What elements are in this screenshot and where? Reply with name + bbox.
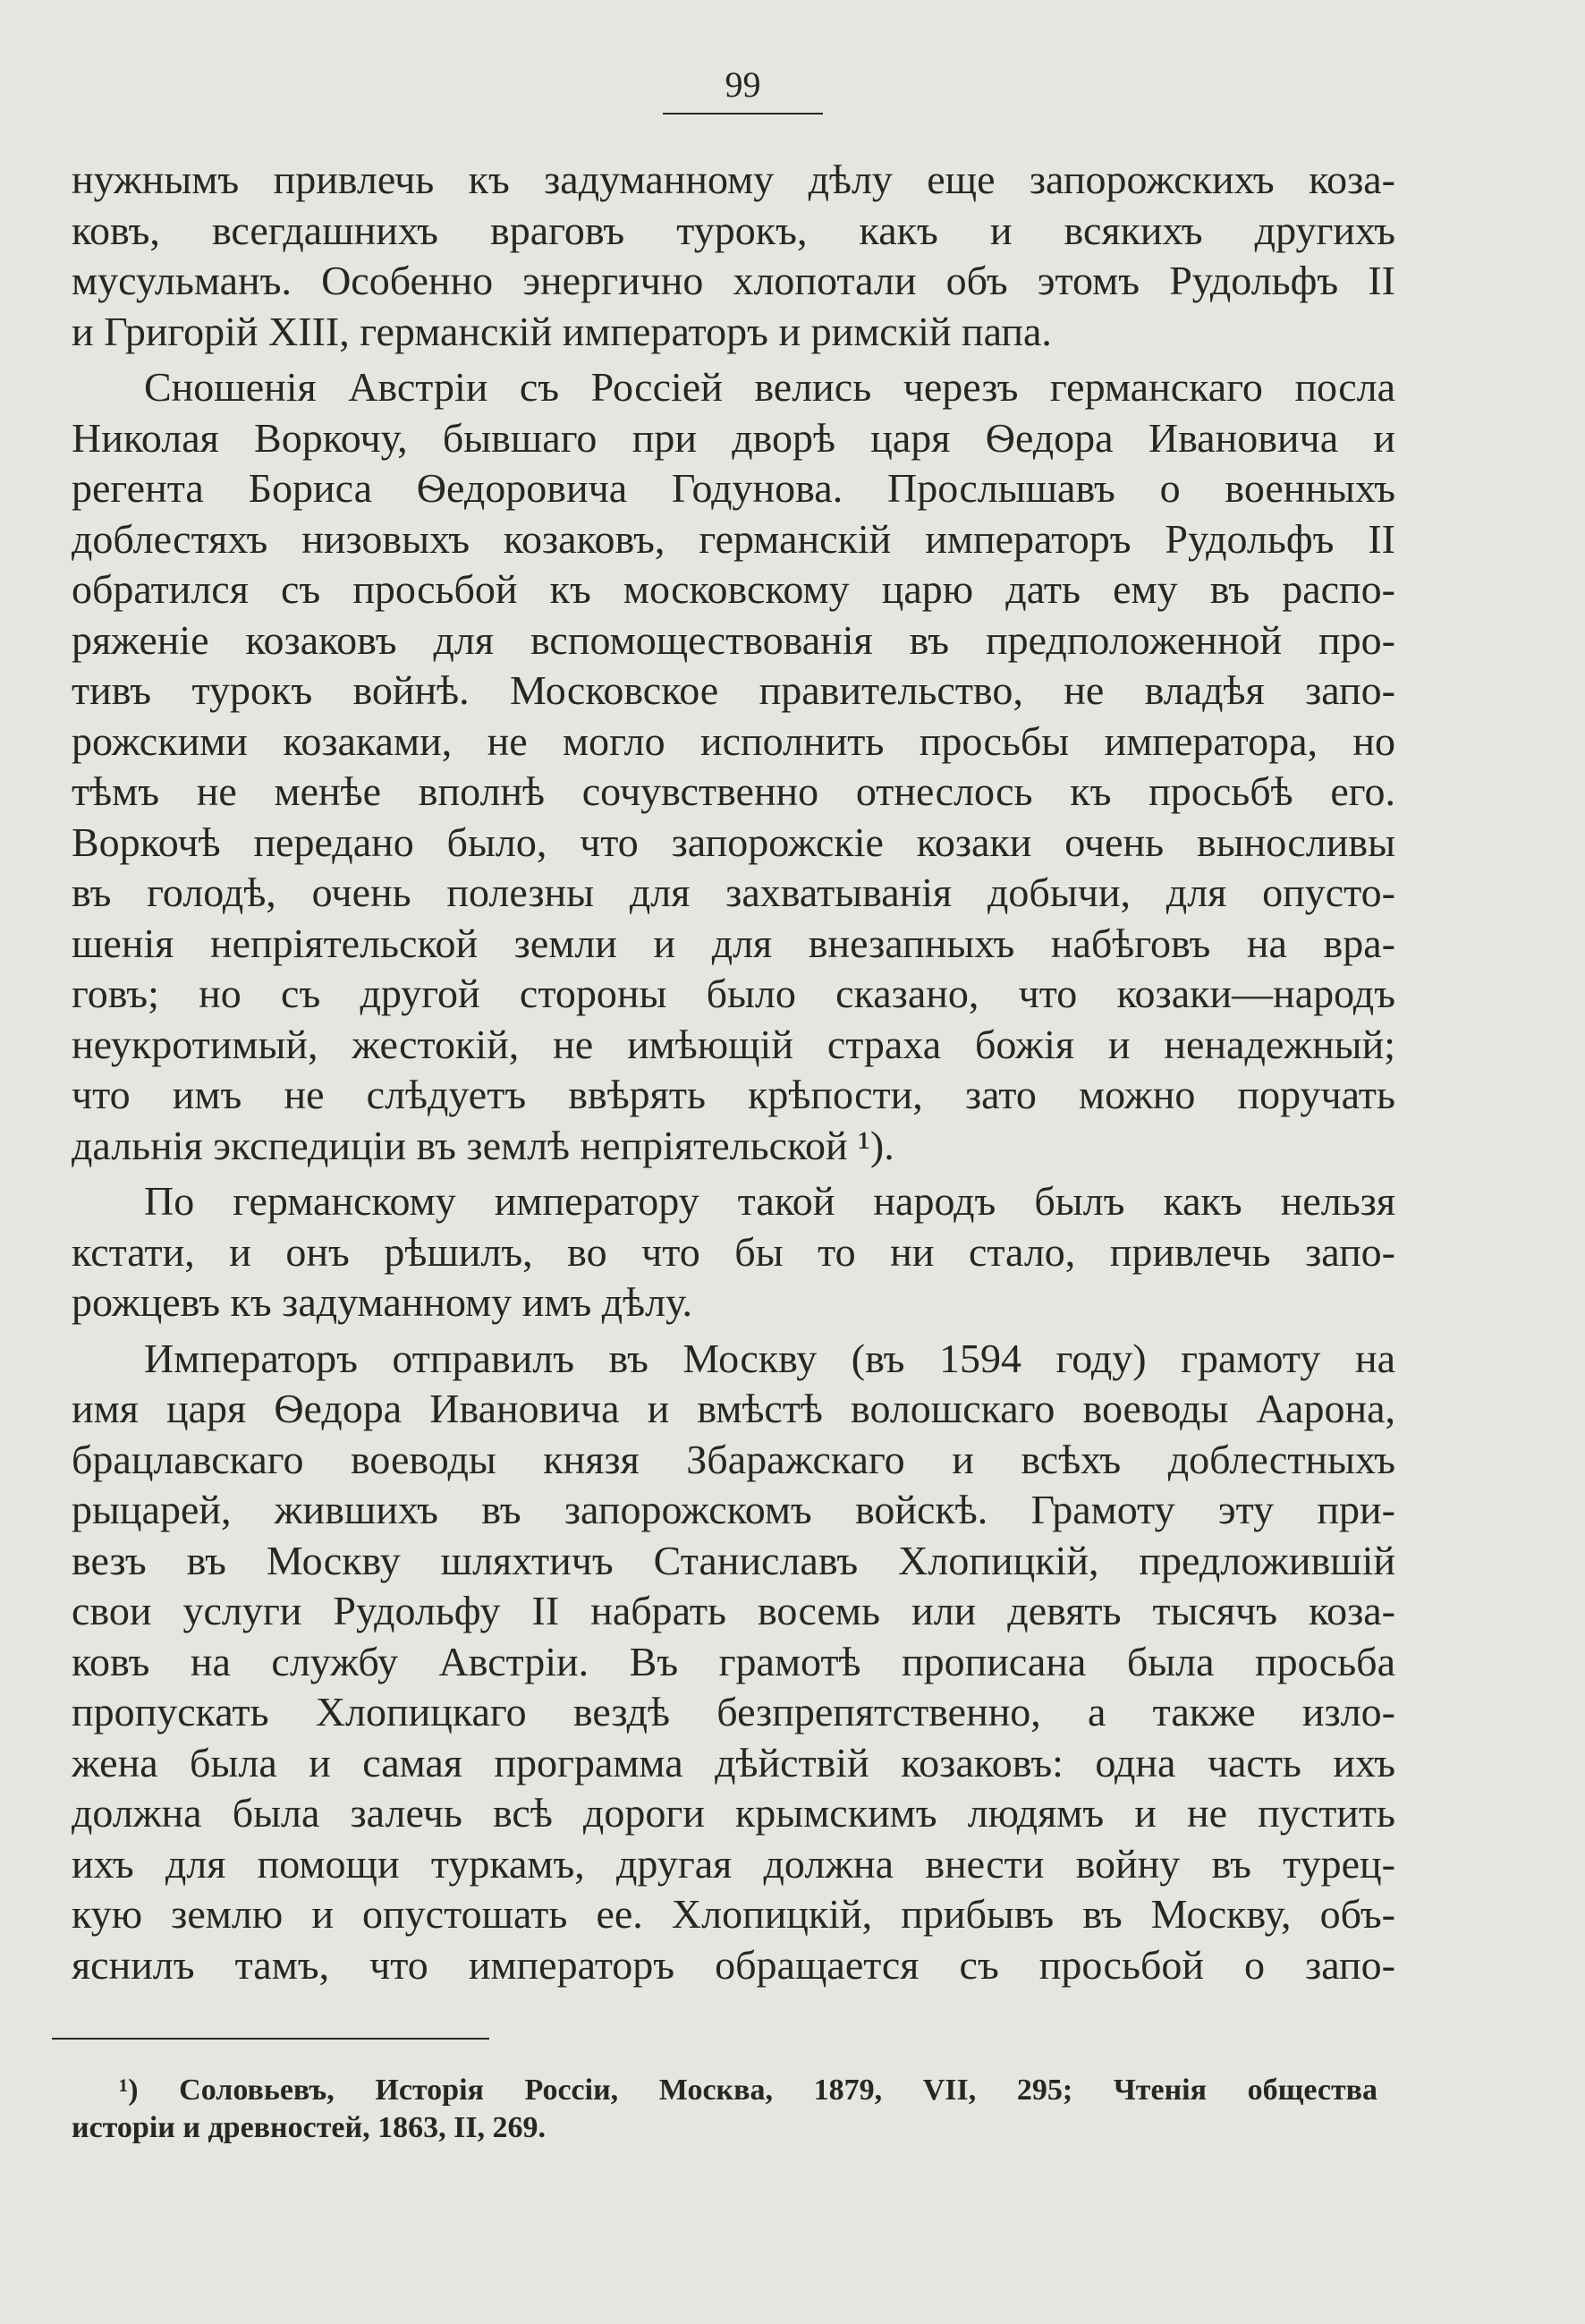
text-line: дальнія экспедиціи въ землѣ непріятельской ¹). [72, 1122, 894, 1168]
footnote [72, 2072, 1377, 2147]
text-line: жена была и самая программа дѣйствій козаковъ: одна часть ихъ [72, 1739, 1395, 1785]
text-line: кую землю и опустошать ее. Хлопицкій, прибывъ въ Москву, объ- [72, 1891, 1395, 1937]
text-line: ряженіе козаковъ для вспомоществованія въ предположенной про- [72, 616, 1395, 663]
text-line: доблестяхъ низовыхъ козаковъ, германскій императоръ Рудольфъ II [72, 515, 1395, 562]
text-line: рожскими козаками, не могло исполнить просьбы императора, но [72, 717, 1395, 764]
text-line: везъ въ Москву шляхтичъ Станиславъ Хлопицкій, предложившій [72, 1537, 1395, 1583]
text-line: рыцарей, жившихъ въ запорожскомъ войскѣ. Грамоту эту при- [72, 1487, 1395, 1532]
text-line: говъ; но съ другой стороны было сказано, что козаки—народъ [72, 971, 1395, 1016]
text-line: обратился съ просьбой къ московскому царю дать ему въ распо- [72, 566, 1395, 612]
paragraph [72, 362, 1395, 1171]
text-line: ковъ, всегдашнихъ враговъ турокъ, какъ и всякихъ другихъ [72, 207, 1395, 253]
text-line: свои услуги Рудольфу II набрать восемь или девять тысячъ коза- [72, 1588, 1395, 1633]
text-line: неукротимый, жестокій, не имѣющій страха божія и ненадежный; [72, 1021, 1395, 1067]
paragraph [72, 1334, 1395, 1991]
text-line: Сношенія Австріи съ Россіей велись черезъ германскаго посла [144, 364, 1395, 410]
text-line: нужнымъ привлечь къ задуманному дѣлу еще запорожскихъ коза- [72, 157, 1395, 202]
text-line: яснилъ тамъ, что императоръ обращается съ просьбой о запо- [72, 1941, 1395, 1988]
text-line: шенія непріятельской земли и для внезапныхъ набѣговъ на вра- [72, 920, 1395, 966]
text-line: Николая Воркочу, бывшаго при дворѣ царя Ѳедора Ивановича и [72, 414, 1395, 461]
text-line: въ голодѣ, очень полезны для захватыванія добычи, для опусто- [72, 869, 1395, 915]
footnote-rule [52, 2038, 489, 2040]
text-line: пропускать Хлопицкаго вездѣ безпрепятственно, а также изло- [72, 1689, 1395, 1735]
paragraph [72, 155, 1395, 357]
text-line: ковъ на службу Австріи. Въ грамотѣ прописана была просьба [72, 1638, 1395, 1684]
page-number-rule [663, 113, 823, 115]
text-line: и Григорій XIII, германскій императоръ и римскій папа. [72, 308, 1052, 354]
text-line: регента Бориса Ѳедоровича Годунова. Прослышавъ о военныхъ [72, 465, 1395, 511]
text-line: кстати, и онъ рѣшилъ, во что бы то ни стало, привлечь запо- [72, 1228, 1395, 1275]
page-number: 99 [725, 64, 761, 105]
text-line: рожцевъ къ задуманному имъ дѣлу. [72, 1279, 692, 1325]
text-line: По германскому императору такой народъ былъ какъ нельзя [144, 1178, 1395, 1224]
paragraph [72, 1176, 1395, 1328]
footnote-line: ¹) Соловьевъ, Исторія Россіи, Москва, 1879, VII, 295; Чтенія общества [119, 2074, 1377, 2107]
text-line: ихъ для помощи туркамъ, другая должна внести войну въ турец- [72, 1840, 1395, 1887]
text-line: тивъ турокъ войнѣ. Московское правительство, не владѣя запо- [72, 667, 1395, 713]
text-line: тѣмъ не менѣе вполнѣ сочувственно отнеслось къ просьбѣ его. [72, 768, 1395, 814]
text-line: имя царя Ѳедора Ивановича и вмѣстѣ волошскаго воеводы Аарона, [72, 1386, 1395, 1431]
main-text [72, 155, 1395, 1990]
text-line: Воркочѣ передано было, что запорожскіе козаки очень выносливы [72, 818, 1395, 865]
text-line: что имъ не слѣдуетъ ввѣрять крѣпости, зато можно поручать [72, 1072, 1395, 1117]
text-line: должна была залечь всѣ дороги крымскимъ людямъ и не пустить [72, 1790, 1395, 1836]
text-line: Императоръ отправилъ въ Москву (въ 1594 году) грамоту на [144, 1335, 1395, 1381]
footnote-line: исторіи и древностей, 1863, II, 269. [72, 2111, 547, 2144]
text-line: брацлавскаго воеводы князя Збаражскаго и всѣхъ доблестныхъ [72, 1436, 1395, 1482]
text-line: мусульманъ. Особенно энергично хлопотали объ этомъ Рудольфъ II [72, 258, 1395, 303]
